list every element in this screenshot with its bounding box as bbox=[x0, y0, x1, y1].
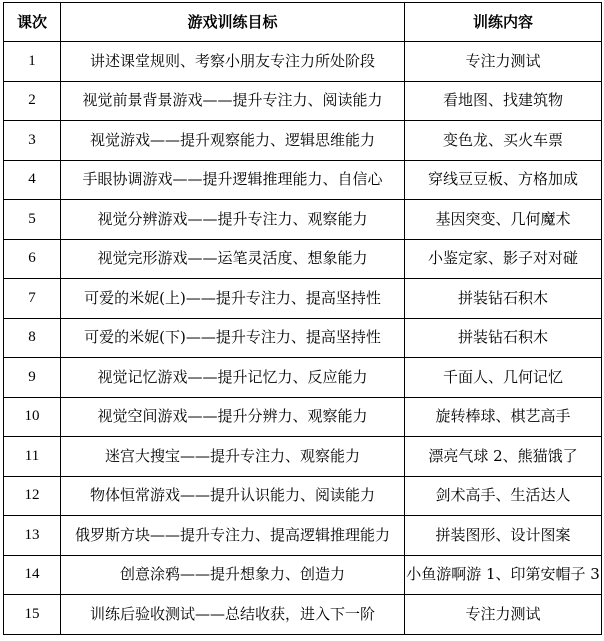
table-header-row bbox=[4, 3, 602, 42]
training-content: 拼装钻石积木 bbox=[405, 279, 602, 319]
training-content: 看地图、找建筑物 bbox=[405, 81, 602, 121]
training-content: 专注力测试 bbox=[405, 595, 602, 635]
training-goal: 创意涂鸦——提升想象力、创造力 bbox=[61, 555, 405, 595]
table-row bbox=[4, 437, 602, 477]
training-goal: 讲述课堂规则、考察小朋友专注力所处阶段 bbox=[61, 42, 405, 82]
header-content: 训练内容 bbox=[405, 3, 602, 42]
lesson-number: 9 bbox=[4, 358, 61, 398]
lesson-number: 15 bbox=[4, 595, 61, 635]
training-goal: 迷宫大搜宝——提升专注力、观察能力 bbox=[61, 437, 405, 477]
training-goal: 视觉游戏——提升观察能力、逻辑思维能力 bbox=[61, 121, 405, 161]
lesson-number: 2 bbox=[4, 81, 61, 121]
lesson-number: 8 bbox=[4, 318, 61, 358]
lesson-number: 12 bbox=[4, 476, 61, 516]
training-content: 漂亮气球 2、熊猫饿了 bbox=[405, 437, 602, 477]
lesson-number: 7 bbox=[4, 279, 61, 319]
training-content: 专注力测试 bbox=[405, 42, 602, 82]
lesson-number: 11 bbox=[4, 437, 61, 477]
training-goal: 视觉空间游戏——提升分辨力、观察能力 bbox=[61, 397, 405, 437]
lesson-number: 4 bbox=[4, 160, 61, 200]
lesson-number: 13 bbox=[4, 516, 61, 556]
training-content: 拼装图形、设计图案 bbox=[405, 516, 602, 556]
course-schedule-table bbox=[3, 2, 602, 635]
header-lesson: 课次 bbox=[4, 3, 61, 42]
training-goal: 训练后验收测试——总结收获，进入下一阶 bbox=[61, 595, 405, 635]
table-row bbox=[4, 516, 602, 556]
training-content: 小鉴定家、影子对对碰 bbox=[405, 239, 602, 279]
training-content: 基因突变、几何魔术 bbox=[405, 200, 602, 240]
training-content: 拼装钻石积木 bbox=[405, 318, 602, 358]
lesson-number: 1 bbox=[4, 42, 61, 82]
lesson-number: 6 bbox=[4, 239, 61, 279]
training-goal: 视觉记忆游戏——提升记忆力、反应能力 bbox=[61, 358, 405, 398]
table-row bbox=[4, 160, 602, 200]
training-content: 千面人、几何记忆 bbox=[405, 358, 602, 398]
table-row bbox=[4, 397, 602, 437]
table-row bbox=[4, 200, 602, 240]
training-goal: 可爱的米妮(下)——提升专注力、提高坚持性 bbox=[61, 318, 405, 358]
table-row bbox=[4, 358, 602, 398]
training-goal: 视觉分辨游戏——提升专注力、观察能力 bbox=[61, 200, 405, 240]
lesson-number: 10 bbox=[4, 397, 61, 437]
training-goal: 物体恒常游戏——提升认识能力、阅读能力 bbox=[61, 476, 405, 516]
training-goal: 俄罗斯方块——提升专注力、提高逻辑推理能力 bbox=[61, 516, 405, 556]
table-row bbox=[4, 42, 602, 82]
table-row bbox=[4, 239, 602, 279]
training-content: 剑术高手、生活达人 bbox=[405, 476, 602, 516]
training-goal: 视觉前景背景游戏——提升专注力、阅读能力 bbox=[61, 81, 405, 121]
training-content: 旋转棒球、棋艺高手 bbox=[405, 397, 602, 437]
table-row bbox=[4, 279, 602, 319]
training-goal: 可爱的米妮(上)——提升专注力、提高坚持性 bbox=[61, 279, 405, 319]
table-row bbox=[4, 476, 602, 516]
table-row bbox=[4, 318, 602, 358]
table-row bbox=[4, 121, 602, 161]
training-content: 小鱼游啊游 1、印第安帽子 3 bbox=[405, 555, 602, 595]
table-row bbox=[4, 595, 602, 635]
lesson-number: 5 bbox=[4, 200, 61, 240]
lesson-number: 3 bbox=[4, 121, 61, 161]
training-goal: 视觉完形游戏——运笔灵活度、想象能力 bbox=[61, 239, 405, 279]
training-goal: 手眼协调游戏——提升逻辑推理能力、自信心 bbox=[61, 160, 405, 200]
lesson-number: 14 bbox=[4, 555, 61, 595]
table-row bbox=[4, 555, 602, 595]
training-content: 变色龙、买火车票 bbox=[405, 121, 602, 161]
header-goal: 游戏训练目标 bbox=[61, 3, 405, 42]
training-content: 穿线豆豆板、方格加成 bbox=[405, 160, 602, 200]
table-row bbox=[4, 81, 602, 121]
